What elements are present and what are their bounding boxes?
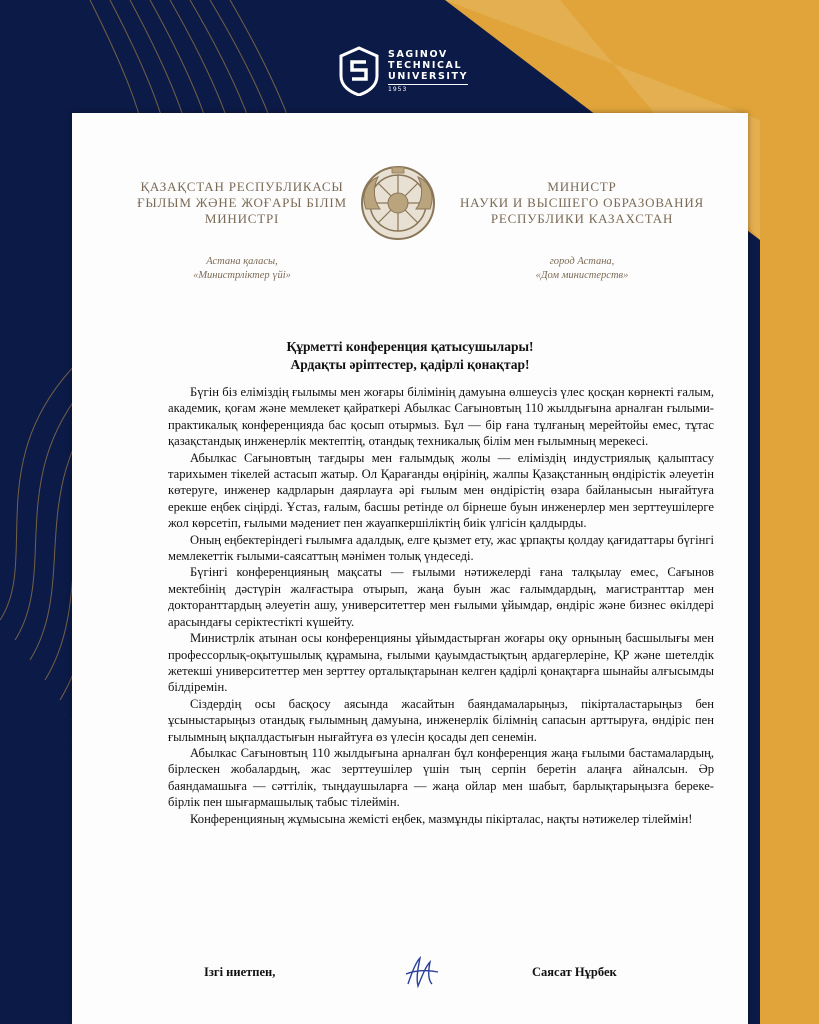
letter-body (168, 384, 714, 827)
address-line: город Астана, (549, 256, 615, 267)
logo-line-3: UNIVERSITY (388, 70, 469, 82)
letterhead-right-line: МИНИСТР (547, 179, 617, 194)
letter-document (72, 113, 748, 1024)
letterhead-left-line: ҚАЗАҚСТАН РЕСПУБЛИКАСЫ (140, 179, 344, 194)
letterhead-left-address (122, 255, 362, 283)
address-line: «Министрліктер үйі» (193, 270, 291, 281)
logo-text (388, 49, 468, 94)
paragraph: Бүгін біз еліміздің ғылымы мен жоғары білімінің дамуына өлшеусіз үлес қосқан көрнекті ғалым, академик, қоғам және мемлекет қайраткері Абылкас Сағыновтың 110 жылдығына арналған ғылыми-практикалық конференцияда бас қосып отырмыз. Бұл — бір ғана тұлғаның мерейтойы емес, тұтас қазақстандық инженерлік мектептің, отандық техникалық білім мен ғылымның мерекесі. (168, 385, 714, 449)
letterhead-right-title (452, 179, 712, 227)
signer-name: Саясат Нұрбек (532, 965, 617, 979)
logo-line-2: TECHNICAL (388, 59, 463, 71)
greeting-line-1: Құрметті конференция қатысушылары! (286, 339, 534, 354)
handwritten-signature-icon (402, 954, 442, 990)
paragraph: Абылкас Сағыновтың 110 жылдығына арналған бұл конференция жаңа ғылыми бастамалардың, бірлескен жобалардың, жас зерттеушілер үшін тың серпін беретін алаңға айналсын. Әр баяндамашыға — сәттілік, тыңдаушыларға — жаңа ойлар мен шабыт, барлықтарыңызға береке-бірлік пен шығармашылық табыс тілеймін. (168, 745, 714, 810)
saginov-logo-icon (338, 46, 380, 96)
paragraph: Конференцияның жұмысына жемісті еңбек, мазмұнды пікірталас, нақты нәтижелер тілеймін! (190, 811, 693, 826)
paragraph: Сіздердің осы басқосу аясында жасайтын баяндамаларыңыз, пікірталастарыңыз бен ұсыныстарыңыз отандық ғылымның дамуына, инженерлік білімнің сапасын арттыруға, өндіріс пен ғылымның ықпалдастығын нығайтуға өз үлесін қосады деп сенемін. (168, 696, 714, 744)
letterhead-left-line: МИНИСТРІ (204, 211, 280, 226)
address-line: Астана қаласы, (206, 256, 278, 267)
paragraph: Оның еңбектеріндегі ғылымға адалдық, елге қызмет ету, жас ұрпақты қолдау қағидаттары бүгінгі мемлекеттік ғылыми-саясаттың мәнімен толық үндеседі. (168, 532, 714, 564)
letterhead-right-address (452, 255, 712, 283)
letterhead-right-line: РЕСПУБЛИКИ КАЗАХСТАН (490, 211, 674, 226)
kazakhstan-emblem-icon (358, 163, 438, 243)
logo-line-1: SAGINOV (388, 48, 448, 60)
letterhead-left-line: ҒЫЛЫМ ЖӘНЕ ЖОҒАРЫ БІЛІМ (137, 195, 347, 210)
university-logo (338, 44, 498, 98)
letterhead-left-title (122, 179, 362, 227)
closing-phrase: Ізгі ниетпен, (204, 965, 276, 979)
signature-block (72, 960, 748, 990)
paragraph: Абылкас Сағыновтың тағдыры мен ғалымдық жолы — еліміздің индустриялық қалыптасу тарихымен тікелей астасып жатыр. Ол Қарағанды өңірінің, жалпы Қазақстанның өндірістік әлеуетін көтеруге, инженер кадрларын даярлауға әрі ғылым мен өндірістің өзара байланысын нығайтуға ерекше еңбек сіңірді. Ұстаз, ғалым, басшы ретінде ол бірнеше буын инженерлер мен зерттеушілерге жол көрсетіп, ғылыми мәдениет пен жауапкершіліктің биік үлгісін қалдырды. (168, 450, 714, 531)
paragraph: Бүгінгі конференцияның мақсаты — ғылыми нәтижелерді ғана талқылау емес, Сағынов мектебінің дәстүрін жалғастыра отырып, жаңа буын жас ғалымдардың, магистранттар мен докторанттардың әлеуетін ашу, университеттер мен ғылыми ұйымдар, өндіріс және бизнес өкілдері арасындағы серіктестікті күшейту. (168, 565, 714, 629)
letterhead-right-line: НАУКИ И ВЫСШЕГО ОБРАЗОВАНИЯ (459, 195, 705, 210)
logo-year: 1953 (388, 84, 468, 94)
greeting-line-2: Ардақты әріптестер, қадірлі қонақтар! (290, 357, 530, 372)
paragraph: Министрлік атынан осы конференцияны ұйымдастырған жоғары оқу орнының басшылығы мен профессорлық-оқытушылық құрамына, ғылыми қауымдастықтың ардагерлеріне, ҚР және шетелдік жетекші университеттер мен зерттеу орталықтарынан келген қадірлі қонақтарға шынайы алғысымды білдіремін. (168, 631, 714, 695)
address-line: «Дом министерств» (535, 270, 629, 281)
